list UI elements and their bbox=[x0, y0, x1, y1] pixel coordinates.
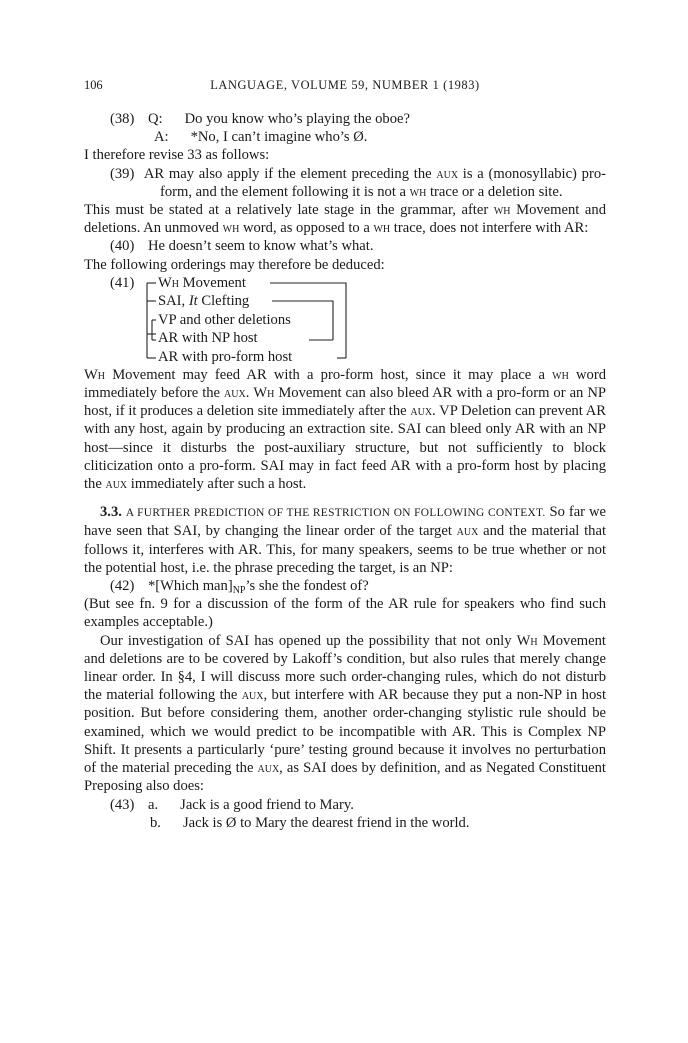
example-39: (39) AR may also apply if the element preceding the aux is a (monosyllabic) pro-form, and the element following it is not a wh trace or a deletion site. bbox=[110, 165, 606, 200]
section-title: A FURTHER PREDICTION OF THE RESTRICTION ON FOLLOWING CONTEXT. bbox=[125, 507, 546, 520]
paragraph-late-stage: This must be stated at a relatively late stage in the grammar, after wh Movement and deletions. An unmoved wh word, as opposed to a wh trace, does not interfere with AR: bbox=[84, 202, 606, 237]
example-38-answer: A: *No, I can’t imagine who’s Ø. bbox=[154, 129, 368, 146]
example-38 bbox=[84, 110, 606, 146]
page-header bbox=[84, 76, 606, 96]
example-41-ordering-diagram bbox=[84, 274, 606, 366]
page-number: 106 bbox=[84, 78, 103, 92]
ordering-vp-deletions: VP and other deletions bbox=[158, 311, 291, 328]
example-number: (41) bbox=[110, 274, 135, 291]
example-number: (38) bbox=[110, 111, 135, 127]
section-3-3: 3.3. A FURTHER PREDICTION OF THE RESTRICTION ON FOLLOWING CONTEXT. So far we have seen that SAI, by changing the linear order of the target aux and the material that follows it, interferes with AR. This, for many speakers, seems to be true whether or not the potential host, i.e. the phrase preceding the target, is an NP: bbox=[84, 504, 607, 576]
example-43b: b. Jack is Ø to Mary the dearest friend in the world. bbox=[150, 814, 470, 831]
example-42: (42) *[Which $man]_{NP}’s$ she the fondest of? bbox=[110, 578, 369, 597]
section-number: 3.3. bbox=[100, 504, 122, 521]
running-head: LANGUAGE, VOLUME 59, NUMBER 1 (1983) bbox=[210, 78, 480, 92]
paragraph-investigation: Our investigation of SAI has opened up the possibility that not only Wh Movement and deletions are to be covered by Lakoff’s condition, but also rules that merely change linear order. In §4, I will discuss more such order-changing rules, which do not disturb the material following the aux, but interfere with AR because they put a non-NP in host position. But before considering them, another order-changing stylistic rule should be examined, which we would predict to be incompatible with AR. This is Complex NP Shift. It presents a particularly ‘pure’ testing ground because it involves no perturbation of the material preceding the aux, as SAI does by definition, and as Negated Constituent Preposing also does: bbox=[84, 632, 606, 795]
paragraph-orderings: The following orderings may therefore be deduced: bbox=[84, 256, 385, 273]
paragraph-feed-bleed: Wh Movement may feed AR with a pro-form host, since it may place a wh word immediately before the aux. Wh Movement can also bleed AR with a pro-form or an NP host, if it produces a deletion site immediately after the aux. VP Deletion can prevent AR with any host, again by producing an extraction site. SAI can bleed only AR with an NP host—since it disturbs the post-auxiliary structure, but not sufficiently to block cliticization onto a pro-form. SAI may in fact feed AR with a pro-form host by placing the aux immediately after such a host. bbox=[84, 366, 606, 493]
ordering-ar-np-host: AR with NP host bbox=[158, 329, 258, 346]
journal-page bbox=[84, 76, 606, 832]
ordering-sai-clefting: SAI, It Clefting bbox=[158, 292, 250, 309]
example-38-question: Q: Do you know who’s playing the oboe? bbox=[148, 111, 410, 127]
example-40: (40) He doesn’t seem to know what’s what. bbox=[110, 238, 374, 255]
ordering-ar-proform-host: AR with pro-form host bbox=[158, 348, 293, 365]
paragraph-footnote-reference: (But see fn. 9 for a discussion of the form of the AR rule for speakers who find such examples acceptable.) bbox=[84, 596, 606, 631]
example-43: (43) a. Jack is a good friend to Mary. b. Jack is Ø to Mary the dearest friend in the world. bbox=[84, 796, 606, 832]
ordering-wh-movement: Wh Movement bbox=[158, 274, 246, 291]
paragraph-revise: I therefore revise 33 as follows: bbox=[84, 147, 270, 164]
example-43a: a. Jack is a good friend to Mary. bbox=[148, 796, 354, 813]
